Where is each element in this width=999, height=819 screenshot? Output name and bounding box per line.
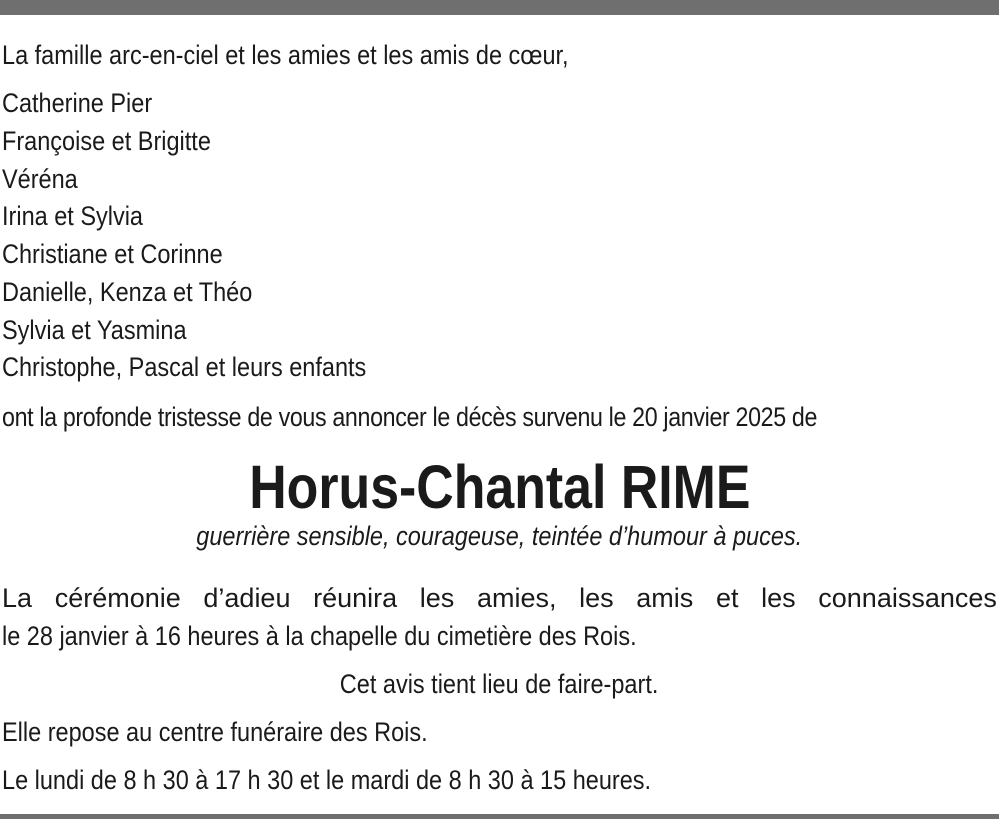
tagline-block [2,519,997,553]
ceremony-word: La [2,583,33,613]
family-name-line: Danielle, Kenza et Théo [2,277,253,307]
family-name-line: Françoise et Brigitte [2,126,211,156]
ceremony-line-2: le 28 janvier à 16 heures à la chapelle du cimetière des Rois. [2,621,637,651]
ceremony-word: amies, [476,583,557,613]
tagline: guerrière sensible, courageuse, teintée d’humour à puces. [196,521,803,551]
family-name-line: Christophe, Pascal et leurs enfants [2,352,367,382]
ceremony-word: amis [636,583,694,613]
top-border-rule [0,0,999,15]
ceremony-word: connaissances [818,583,997,613]
ceremony-word: d’adieu [203,583,291,613]
family-name-line: Christiane et Corinne [2,239,223,269]
visiting-hours-line: Le lundi de 8 h 30 à 17 h 30 et le mardi de 8 h 30 à 15 heures. [2,765,652,795]
repose-line: Elle repose au centre funéraire des Rois. [2,717,428,747]
intro-line: La famille arc-en-ciel et les amies et les amis de cœur, [2,40,569,70]
ceremony-word: réunira [313,583,398,613]
announcement-line: ont la profonde tristesse de vous annoncer le décès survenu le 20 janvier 2025 de [2,402,818,432]
ceremony-word: cérémonie [54,583,181,613]
faire-part-block [2,668,997,700]
family-name-line: Véréna [2,164,78,194]
bottom-border-rule [0,814,999,819]
ceremony-line-1 [2,582,997,614]
ceremony-word: les [761,583,796,613]
faire-part-notice: Cet avis tient lieu de faire-part. [340,669,659,699]
deceased-name-block [2,451,997,523]
family-name-line: Catherine Pier [2,88,153,118]
deceased-name: Horus-Chantal RIME [248,453,751,521]
family-name-line: Irina et Sylvia [2,201,144,231]
ceremony-word: les [419,583,455,613]
ceremony-word: et [715,583,739,613]
ceremony-word: les [579,583,614,613]
family-name-line: Sylvia et Yasmina [2,315,187,345]
